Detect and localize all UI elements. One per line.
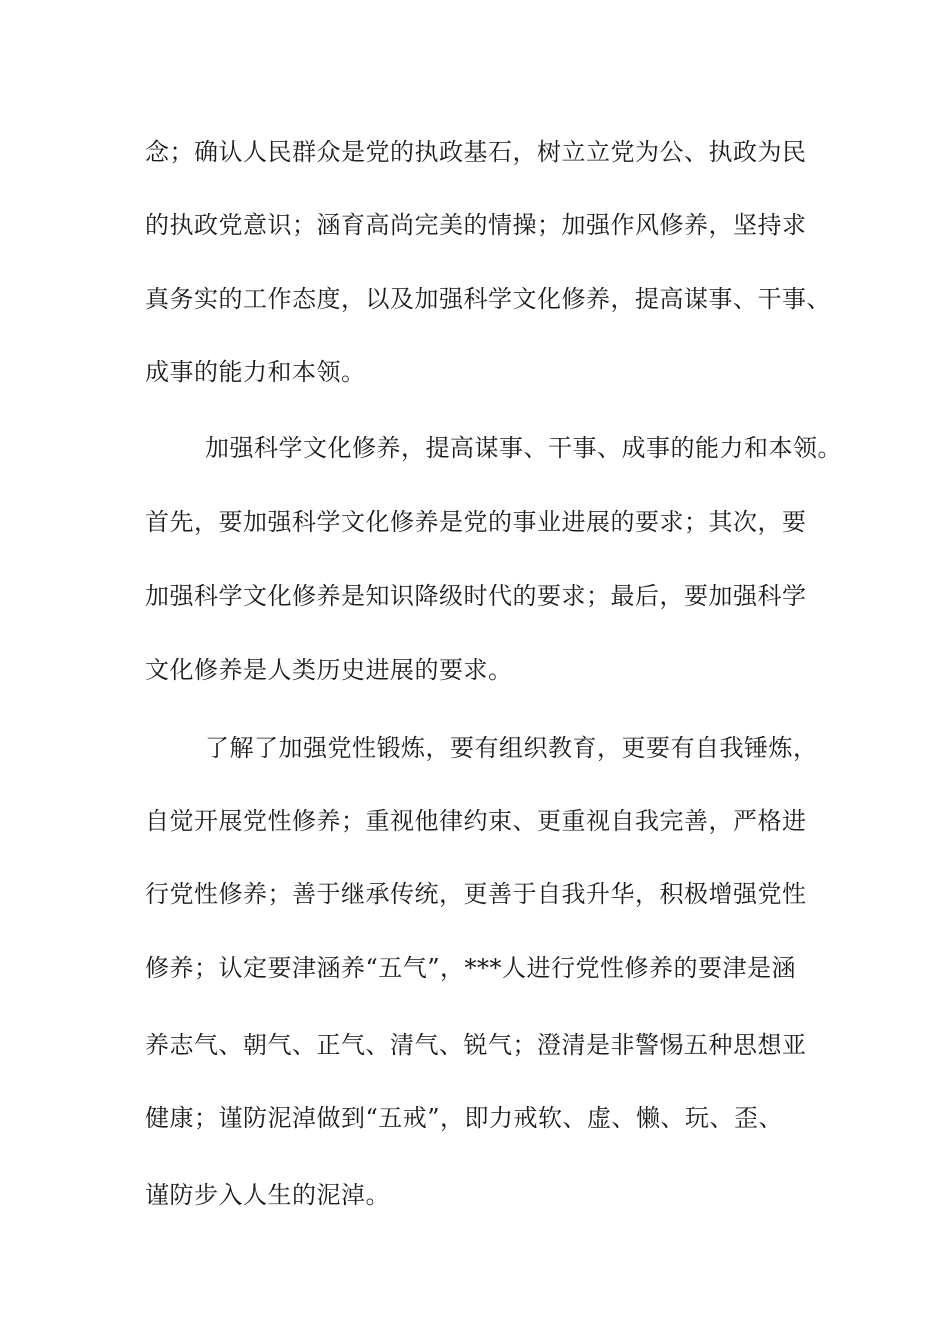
paragraph-3-line-3: 行党性修养；善于继承传统，更善于自我升华，积极增强党性 — [145, 880, 807, 908]
paragraph-3-line-6: 健康；谨防泥淖做到“五戒”，即力戒软、虚、懒、玩、歪、 — [145, 1104, 784, 1132]
paragraph-1-line-3: 真务实的工作态度，以及加强科学文化修养，提高谋事、干事、 — [145, 285, 831, 313]
paragraph-1-line-4: 成事的能力和本领。 — [145, 358, 366, 386]
paragraph-2-line-4: 文化修养是人类历史进展的要求。 — [145, 656, 513, 684]
paragraph-3-line-1: 了解了加强党性锻炼，要有组织教育，更要有自我锤炼， — [205, 734, 818, 762]
paragraph-3-line-5: 养志气、朝气、正气、清气、锐气；澄清是非警惕五种思想亚 — [145, 1031, 807, 1059]
paragraph-1-line-1: 念；确认人民群众是党的执政基石，树立立党为公、执政为民 — [145, 138, 807, 166]
paragraph-2-line-1: 加强科学文化修养，提高谋事、干事、成事的能力和本领。 — [205, 434, 842, 462]
paragraph-2-line-3: 加强科学文化修养是知识降级时代的要求；最后，要加强科学 — [145, 582, 807, 610]
paragraph-3-line-7: 谨防步入人生的泥淖。 — [145, 1181, 390, 1209]
paragraph-2-line-2: 首先，要加强科学文化修养是党的事业进展的要求；其次，要 — [145, 508, 807, 536]
paragraph-3-line-4: 修养；认定要津涵养“五气”，***人进行党性修养的要津是涵 — [145, 954, 797, 982]
paragraph-1-line-2: 的执政党意识；涵育高尚完美的情操；加强作风修养，坚持求 — [145, 211, 807, 239]
paragraph-3-line-2: 自觉开展党性修养；重视他律约束、更重视自我完善，严格进 — [145, 807, 807, 835]
